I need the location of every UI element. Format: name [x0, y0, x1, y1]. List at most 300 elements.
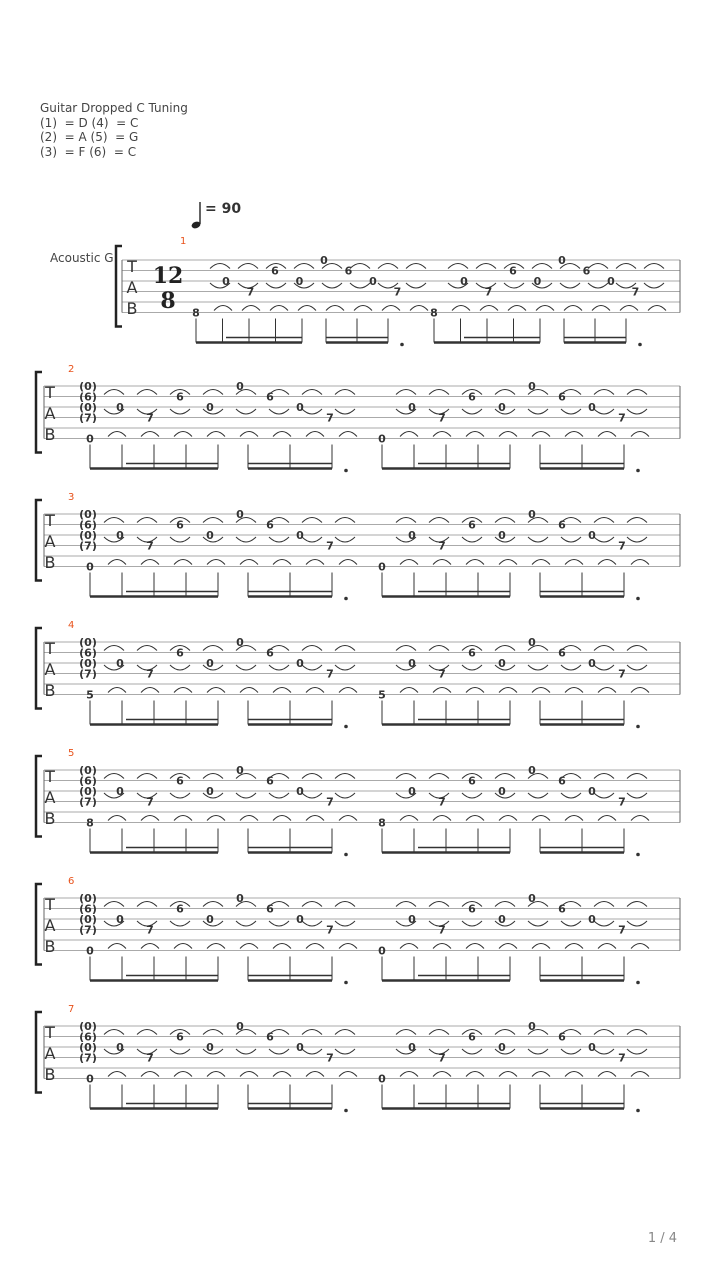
system-bracket [36, 884, 42, 965]
fret-note: 0 [236, 636, 244, 649]
tie-mark [598, 1072, 616, 1077]
fret-note: 7 [146, 667, 154, 681]
bass-note: 8 [192, 306, 200, 320]
tie-mark [627, 902, 647, 907]
tie-mark [269, 1049, 289, 1054]
fret-note: 6 [468, 390, 476, 404]
tie-mark [627, 518, 647, 523]
fret-note: 6 [176, 646, 184, 660]
held-note: (6) [79, 518, 97, 532]
tie-mark [561, 537, 581, 542]
tie-mark [242, 306, 260, 311]
tie-mark [104, 646, 124, 651]
measure-number: 5 [68, 748, 75, 759]
tie-mark [598, 432, 616, 437]
fret-note: 0 [528, 380, 536, 393]
fret-note: 7 [438, 667, 446, 681]
tie-mark [306, 1072, 324, 1077]
tie-mark [141, 944, 159, 949]
held-note: (0) [79, 764, 97, 777]
held-note: (6) [79, 902, 97, 916]
fret-note: 7 [618, 411, 626, 425]
tie-mark [141, 688, 159, 693]
tie-mark [406, 264, 426, 269]
tab-letter-t: T [127, 257, 137, 276]
tie-mark [561, 665, 581, 670]
tie-mark [339, 816, 357, 821]
tie-mark [598, 560, 616, 565]
tab-letter-a: A [44, 1044, 56, 1063]
measure-number: 6 [68, 876, 75, 887]
fret-note: 6 [468, 902, 476, 916]
tie-mark [266, 283, 286, 288]
fret-note: 7 [393, 285, 402, 299]
tie-mark [298, 306, 316, 311]
dot [344, 981, 348, 985]
tie-mark [565, 944, 583, 949]
tie-mark [203, 646, 223, 651]
tie-mark [627, 1030, 647, 1035]
tie-mark [350, 264, 370, 269]
fret-note: 7 [438, 795, 446, 809]
tie-mark [396, 518, 416, 523]
bass-note: 5 [86, 688, 94, 702]
tie-mark [429, 390, 449, 395]
tie-mark [108, 944, 126, 949]
tie-mark [528, 409, 548, 414]
tie-mark [588, 264, 608, 269]
tie-mark [433, 560, 451, 565]
bass-note: 0 [378, 1072, 386, 1086]
tie-mark [339, 688, 357, 693]
tie-mark [269, 793, 289, 798]
tie-mark [273, 944, 291, 949]
fret-note: 0 [295, 275, 304, 288]
tab-letter-b: B [44, 937, 56, 956]
tie-mark [594, 793, 614, 798]
tab-letter-t: T [45, 639, 55, 658]
tie-mark [382, 306, 400, 311]
tie-mark [462, 665, 482, 670]
fret-note: 6 [558, 518, 566, 532]
tuning-line-2: (2) = A (5) = G [40, 130, 139, 144]
tie-mark [170, 793, 190, 798]
tie-mark [335, 409, 355, 414]
fret-note: 7 [326, 795, 334, 809]
dot [636, 597, 640, 601]
tie-mark [400, 560, 418, 565]
tie-mark [433, 816, 451, 821]
fret-note: 7 [326, 667, 334, 681]
dot [636, 853, 640, 857]
tie-mark [627, 537, 647, 542]
tie-mark [269, 665, 289, 670]
tie-mark [592, 306, 610, 311]
tie-mark [203, 902, 223, 907]
fret-note: 0 [498, 657, 506, 670]
tie-mark [476, 264, 496, 269]
tie-mark [565, 560, 583, 565]
tie-mark [170, 1049, 190, 1054]
fret-note: 0 [588, 1041, 596, 1054]
tie-mark [236, 537, 256, 542]
tab-letter-a: A [44, 788, 56, 807]
tie-mark [528, 921, 548, 926]
tie-mark [240, 816, 258, 821]
tie-mark [207, 944, 225, 949]
system-bracket [36, 372, 42, 453]
tie-mark [378, 264, 398, 269]
tie-mark [339, 1072, 357, 1077]
fret-note: 0 [498, 1041, 506, 1054]
tie-mark [462, 409, 482, 414]
tie-mark [322, 283, 342, 288]
tie-mark [236, 409, 256, 414]
tie-mark [238, 264, 258, 269]
tab-letter-t: T [45, 1023, 55, 1042]
tie-mark [627, 921, 647, 926]
fret-note: 7 [326, 1051, 334, 1065]
fret-note: 0 [498, 401, 506, 414]
tie-mark [565, 816, 583, 821]
fret-note: 0 [320, 254, 328, 267]
tab-letter-t: T [45, 767, 55, 786]
held-note: (0) [79, 785, 97, 798]
tie-mark [240, 1072, 258, 1077]
tie-mark [433, 1072, 451, 1077]
fret-note: 0 [236, 892, 244, 905]
tie-mark [433, 688, 451, 693]
tie-mark [433, 944, 451, 949]
bass-note: 5 [378, 688, 386, 702]
tie-mark [644, 264, 664, 269]
tie-mark [236, 665, 256, 670]
tie-mark [429, 646, 449, 651]
tie-mark [532, 264, 552, 269]
tie-mark [499, 944, 517, 949]
fret-note: 6 [176, 774, 184, 788]
fret-note: 0 [498, 529, 506, 542]
fret-note: 6 [271, 264, 279, 278]
tie-mark [141, 432, 159, 437]
time-signature-denominator: 8 [160, 288, 176, 314]
fret-note: 0 [116, 401, 124, 414]
tie-mark [137, 902, 157, 907]
held-note: (0) [79, 380, 97, 393]
tie-mark [302, 646, 322, 651]
fret-note: 0 [408, 913, 416, 926]
fret-note: 0 [206, 1041, 214, 1054]
fret-note: 0 [116, 529, 124, 542]
tie-mark [561, 921, 581, 926]
tie-mark [236, 793, 256, 798]
tie-mark [269, 409, 289, 414]
fret-note: 0 [528, 892, 536, 905]
fret-note: 6 [266, 518, 274, 532]
system-bracket [36, 756, 42, 837]
held-note: (0) [79, 401, 97, 414]
tie-mark [598, 944, 616, 949]
tie-mark [560, 283, 580, 288]
tie-mark [335, 518, 355, 523]
tie-mark [400, 944, 418, 949]
measure-number: 3 [68, 492, 75, 503]
held-note: (0) [79, 913, 97, 926]
bass-note: 0 [378, 560, 386, 574]
tie-mark [174, 1072, 192, 1077]
measure-number: 7 [68, 1004, 75, 1015]
tie-mark [236, 1049, 256, 1054]
tie-mark [335, 1030, 355, 1035]
tie-mark [273, 688, 291, 693]
tie-mark [499, 432, 517, 437]
tie-mark [400, 432, 418, 437]
tie-mark [170, 537, 190, 542]
fret-note: 6 [344, 264, 353, 278]
tie-mark [339, 560, 357, 565]
tie-mark [335, 646, 355, 651]
tie-mark [588, 283, 608, 288]
tie-mark [462, 793, 482, 798]
bass-note: 0 [86, 432, 94, 446]
tie-mark [302, 665, 322, 670]
tie-mark [203, 518, 223, 523]
tie-mark [137, 646, 157, 651]
dot [344, 853, 348, 857]
tie-mark [302, 409, 322, 414]
fret-note: 6 [266, 390, 274, 404]
tie-mark [627, 665, 647, 670]
system-bracket [36, 500, 42, 581]
fret-note: 0 [588, 913, 596, 926]
tie-mark [598, 688, 616, 693]
dot [636, 469, 640, 473]
tie-mark [594, 665, 614, 670]
tab-letter-b: B [44, 681, 56, 700]
tie-mark [104, 518, 124, 523]
fret-note: 7 [618, 539, 626, 553]
tie-mark [536, 306, 554, 311]
tie-mark [170, 665, 190, 670]
tie-mark [302, 518, 322, 523]
fret-note: 7 [326, 411, 334, 425]
tie-mark [462, 537, 482, 542]
tie-mark [616, 264, 636, 269]
tie-mark [236, 921, 256, 926]
system-bracket [116, 246, 122, 327]
tie-mark [302, 1049, 322, 1054]
tie-mark [207, 688, 225, 693]
fret-note: 0 [206, 657, 214, 670]
bass-note: 0 [86, 1072, 94, 1086]
tie-mark [207, 1072, 225, 1077]
fret-note: 0 [296, 913, 304, 926]
fret-note: 6 [266, 1030, 274, 1044]
tie-mark [466, 1072, 484, 1077]
tie-mark [294, 264, 314, 269]
tie-mark [396, 646, 416, 651]
tie-mark [495, 774, 515, 779]
tie-mark [174, 816, 192, 821]
tie-mark [631, 432, 649, 437]
tie-mark [335, 665, 355, 670]
tie-mark [240, 944, 258, 949]
fret-note: 0 [236, 380, 244, 393]
tie-mark [137, 518, 157, 523]
tie-mark [532, 816, 550, 821]
dot [636, 1109, 640, 1113]
tie-mark [429, 902, 449, 907]
fret-note: 6 [558, 646, 566, 660]
fret-note: 6 [558, 902, 566, 916]
dot [636, 725, 640, 729]
held-note: (7) [79, 795, 97, 809]
fret-note: 7 [146, 1051, 154, 1065]
tie-mark [354, 306, 372, 311]
tie-mark [335, 902, 355, 907]
fret-note: 7 [326, 539, 334, 553]
fret-note: 0 [528, 636, 536, 649]
fret-note: 7 [146, 539, 154, 553]
tie-mark [141, 1072, 159, 1077]
tie-mark [108, 432, 126, 437]
bass-note: 0 [86, 560, 94, 574]
tie-mark [141, 816, 159, 821]
tie-mark [462, 921, 482, 926]
measure-number: 1 [180, 236, 187, 247]
fret-note: 0 [528, 508, 536, 521]
fret-note: 6 [266, 902, 274, 916]
tie-mark [644, 283, 664, 288]
tie-mark [339, 432, 357, 437]
fret-note: 0 [116, 657, 124, 670]
tie-mark [594, 774, 614, 779]
tie-mark [466, 560, 484, 565]
tie-mark [174, 432, 192, 437]
fret-note: 6 [176, 902, 184, 916]
tie-mark [174, 688, 192, 693]
time-signature-numerator: 12 [152, 263, 184, 289]
tie-mark [302, 774, 322, 779]
tie-mark [452, 306, 470, 311]
tie-mark [627, 390, 647, 395]
fret-note: 0 [296, 401, 304, 414]
tie-mark [565, 432, 583, 437]
tab-letter-t: T [45, 895, 55, 914]
fret-note: 0 [408, 401, 416, 414]
tie-mark [306, 944, 324, 949]
system-bracket [36, 1012, 42, 1093]
tie-mark [429, 1030, 449, 1035]
fret-note: 0 [296, 785, 304, 798]
tie-mark [631, 688, 649, 693]
tie-mark [627, 1049, 647, 1054]
tie-mark [433, 432, 451, 437]
fret-note: 7 [618, 795, 626, 809]
tuning-line-1: (1) = D (4) = C [40, 115, 139, 130]
tie-mark [104, 390, 124, 395]
tie-mark [406, 283, 426, 288]
tie-mark [631, 1072, 649, 1077]
tie-mark [528, 1049, 548, 1054]
tie-mark [495, 902, 515, 907]
tie-mark [627, 646, 647, 651]
tie-mark [207, 432, 225, 437]
tie-mark [203, 390, 223, 395]
fret-note: 0 [206, 401, 214, 414]
tie-mark [528, 537, 548, 542]
fret-note: 0 [296, 657, 304, 670]
tie-mark [480, 306, 498, 311]
tie-mark [306, 688, 324, 693]
tie-mark [302, 390, 322, 395]
tie-mark [302, 537, 322, 542]
dot [636, 981, 640, 985]
tie-mark [532, 1072, 550, 1077]
tie-mark [273, 560, 291, 565]
fret-note: 6 [176, 390, 184, 404]
tie-mark [466, 688, 484, 693]
tie-mark [210, 264, 230, 269]
dot [344, 597, 348, 601]
tie-mark [170, 921, 190, 926]
fret-note: 0 [533, 275, 542, 288]
tie-mark [269, 921, 289, 926]
tab-letter-t: T [45, 383, 55, 402]
tie-mark [326, 306, 344, 311]
fret-note: 7 [326, 923, 334, 937]
tab-letter-a: A [44, 660, 56, 679]
tie-mark [400, 1072, 418, 1077]
fret-note: 7 [618, 667, 626, 681]
fret-note: 6 [509, 264, 517, 278]
fret-note: 6 [558, 1030, 566, 1044]
tie-mark [594, 646, 614, 651]
tie-mark [335, 774, 355, 779]
tie-mark [306, 432, 324, 437]
tab-letter-t: T [45, 511, 55, 530]
tie-mark [396, 902, 416, 907]
tuning-title: Guitar Dropped C Tuning [40, 101, 188, 115]
tie-mark [532, 560, 550, 565]
fret-note: 7 [146, 923, 154, 937]
fret-note: 0 [408, 657, 416, 670]
tie-mark [499, 688, 517, 693]
tie-mark [141, 560, 159, 565]
tie-mark [170, 409, 190, 414]
tie-mark [273, 816, 291, 821]
held-note: (0) [79, 508, 97, 521]
tie-mark [532, 432, 550, 437]
tie-mark [631, 816, 649, 821]
tab-letter-a: A [44, 404, 56, 423]
tie-mark [306, 560, 324, 565]
tie-mark [561, 409, 581, 414]
tie-mark [240, 560, 258, 565]
fret-note: 7 [618, 923, 626, 937]
fret-note: 0 [116, 1041, 124, 1054]
fret-note: 6 [176, 518, 184, 532]
tie-mark [528, 793, 548, 798]
tie-mark [335, 1049, 355, 1054]
fret-note: 6 [468, 774, 476, 788]
tie-mark [495, 518, 515, 523]
tab-letter-b: B [44, 1065, 56, 1084]
tie-mark [499, 560, 517, 565]
tie-mark [273, 432, 291, 437]
tie-mark [620, 306, 638, 311]
fret-note: 0 [460, 275, 468, 288]
